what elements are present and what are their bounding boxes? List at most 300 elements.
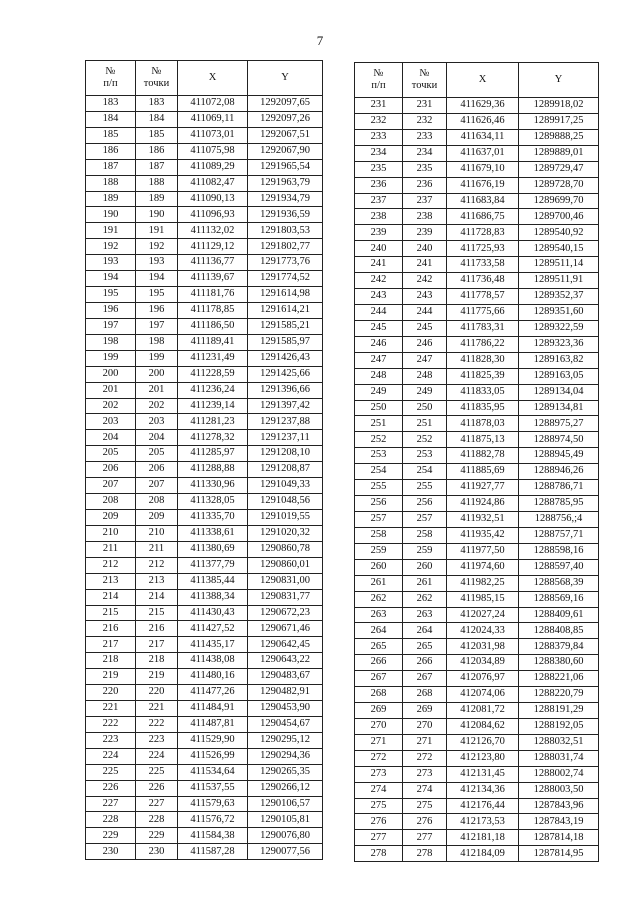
cell-x: 411932,51 [447,511,519,527]
cell-y: 1290482,91 [248,685,323,701]
cell-point-number: 242 [403,273,447,289]
table-row [86,685,323,701]
cell-x: 411186,50 [178,318,248,334]
cell-y: 1291936,59 [248,207,323,223]
cell-x: 412134,36 [447,782,519,798]
cell-y: 1290483,67 [248,669,323,685]
table-row [86,318,323,334]
table-row [355,655,599,671]
cell-point-number: 255 [403,480,447,496]
cell-point-number: 264 [403,623,447,639]
table-row [355,177,599,193]
cell-point-number: 252 [403,432,447,448]
cell-y: 1288946,26 [519,464,599,480]
cell-row-number: 239 [355,225,403,241]
cell-point-number: 236 [403,177,447,193]
cell-x: 411136,77 [178,255,248,271]
cell-point-number: 233 [403,129,447,145]
cell-row-number: 223 [86,732,136,748]
cell-y: 1291426,43 [248,350,323,366]
cell-row-number: 229 [86,828,136,844]
table-row [355,113,599,129]
cell-point-number: 225 [136,764,178,780]
table-row [355,464,599,480]
cell-x: 412176,44 [447,798,519,814]
cell-point-number: 263 [403,607,447,623]
cell-y: 1292067,90 [248,143,323,159]
cell-y: 1291585,21 [248,318,323,334]
cell-y: 1291425,66 [248,366,323,382]
cell-row-number: 209 [86,509,136,525]
cell-x: 411236,24 [178,382,248,398]
cell-y: 1290831,77 [248,589,323,605]
cell-y: 1289729,47 [519,161,599,177]
header-row-number: № п/п [86,61,136,96]
cell-y: 1288408,85 [519,623,599,639]
cell-x: 411480,16 [178,669,248,685]
cell-x: 411778,57 [447,289,519,305]
cell-x: 411775,66 [447,304,519,320]
cell-point-number: 246 [403,336,447,352]
table-row [355,687,599,703]
cell-row-number: 206 [86,462,136,478]
cell-x: 411328,05 [178,494,248,510]
cell-y: 1291965,54 [248,159,323,175]
table-row [86,159,323,175]
cell-x: 411178,85 [178,302,248,318]
cell-y: 1291614,98 [248,287,323,303]
cell-row-number: 225 [86,764,136,780]
cell-point-number: 195 [136,287,178,303]
table-row [86,111,323,127]
cell-x: 411435,17 [178,637,248,653]
table-row [355,289,599,305]
cell-x: 411132,02 [178,223,248,239]
cell-y: 1290453,90 [248,701,323,717]
cell-y: 1291803,53 [248,223,323,239]
cell-row-number: 252 [355,432,403,448]
cell-row-number: 245 [355,320,403,336]
cell-row-number: 244 [355,304,403,320]
cell-point-number: 201 [136,382,178,398]
cell-row-number: 236 [355,177,403,193]
cell-x: 411385,44 [178,573,248,589]
header-y: Y [248,61,323,96]
cell-row-number: 218 [86,653,136,669]
cell-x: 411736,48 [447,273,519,289]
table-row [355,384,599,400]
table-row [355,304,599,320]
cell-row-number: 228 [86,812,136,828]
cell-point-number: 256 [403,496,447,512]
table-row [86,525,323,541]
coordinates-table-right [354,62,599,862]
cell-x: 411835,95 [447,400,519,416]
table-row [86,653,323,669]
cell-y: 1290643,22 [248,653,323,669]
cell-row-number: 269 [355,703,403,719]
cell-y: 1288409,61 [519,607,599,623]
header-point-number: № точки [136,61,178,96]
cell-point-number: 186 [136,143,178,159]
cell-y: 1289918,02 [519,98,599,114]
cell-row-number: 195 [86,287,136,303]
cell-y: 1290671,46 [248,621,323,637]
cell-y: 1289134,04 [519,384,599,400]
cell-y: 1291048,56 [248,494,323,510]
cell-point-number: 275 [403,798,447,814]
cell-y: 1290860,78 [248,541,323,557]
table-header-row [86,61,323,96]
cell-row-number: 203 [86,414,136,430]
cell-point-number: 243 [403,289,447,305]
table-row [86,350,323,366]
cell-point-number: 234 [403,145,447,161]
table-row [355,703,599,719]
table-row [355,798,599,814]
cell-point-number: 262 [403,591,447,607]
cell-x: 411626,46 [447,113,519,129]
cell-x: 411129,12 [178,239,248,255]
cell-row-number: 188 [86,175,136,191]
cell-row-number: 202 [86,398,136,414]
table-row [355,320,599,336]
cell-row-number: 205 [86,446,136,462]
cell-x: 411584,38 [178,828,248,844]
cell-x: 412184,09 [447,846,519,862]
cell-y: 1287843,96 [519,798,599,814]
cell-point-number: 228 [136,812,178,828]
table-row [355,98,599,114]
cell-row-number: 224 [86,748,136,764]
cell-point-number: 259 [403,543,447,559]
cell-y: 1290642,45 [248,637,323,653]
cell-point-number: 223 [136,732,178,748]
cell-point-number: 260 [403,559,447,575]
table-row [355,750,599,766]
cell-y: 1289163,05 [519,368,599,384]
cell-x: 412123,80 [447,750,519,766]
cell-x: 411090,13 [178,191,248,207]
cell-x: 411634,11 [447,129,519,145]
cell-row-number: 212 [86,557,136,573]
cell-row-number: 194 [86,271,136,287]
table-row [355,161,599,177]
cell-row-number: 216 [86,621,136,637]
cell-y: 1288192,05 [519,718,599,734]
cell-row-number: 185 [86,127,136,143]
cell-x: 411935,42 [447,527,519,543]
cell-x: 411629,36 [447,98,519,114]
cell-x: 411388,34 [178,589,248,605]
cell-point-number: 197 [136,318,178,334]
cell-point-number: 261 [403,575,447,591]
cell-row-number: 247 [355,352,403,368]
header-x: X [447,63,519,98]
cell-x: 411882,78 [447,448,519,464]
cell-x: 411073,01 [178,127,248,143]
cell-point-number: 224 [136,748,178,764]
cell-point-number: 206 [136,462,178,478]
cell-y: 1291614,21 [248,302,323,318]
table-row [355,782,599,798]
cell-x: 412173,53 [447,814,519,830]
cell-point-number: 231 [403,98,447,114]
cell-x: 412027,24 [447,607,519,623]
cell-row-number: 189 [86,191,136,207]
cell-x: 411683,84 [447,193,519,209]
cell-y: 1288379,84 [519,639,599,655]
cell-y: 1288756,;4 [519,511,599,527]
cell-point-number: 237 [403,193,447,209]
cell-x: 411534,64 [178,764,248,780]
cell-x: 411231,49 [178,350,248,366]
cell-point-number: 189 [136,191,178,207]
cell-row-number: 214 [86,589,136,605]
cell-row-number: 255 [355,480,403,496]
cell-point-number: 240 [403,241,447,257]
cell-x: 411833,05 [447,384,519,400]
table-header-row [355,63,599,98]
table-row [355,766,599,782]
cell-row-number: 262 [355,591,403,607]
cell-x: 411725,93 [447,241,519,257]
cell-x: 411875,13 [447,432,519,448]
cell-y: 1291934,79 [248,191,323,207]
cell-y: 1288380,60 [519,655,599,671]
cell-y: 1288002,74 [519,766,599,782]
cell-x: 411338,61 [178,525,248,541]
cell-point-number: 227 [136,796,178,812]
cell-x: 411526,99 [178,748,248,764]
table-row [355,225,599,241]
cell-y: 1289511,91 [519,273,599,289]
cell-row-number: 246 [355,336,403,352]
cell-row-number: 263 [355,607,403,623]
table-row [355,575,599,591]
table-row [355,448,599,464]
cell-y: 1292097,26 [248,111,323,127]
cell-y: 1291237,11 [248,430,323,446]
cell-x: 411335,70 [178,509,248,525]
cell-row-number: 277 [355,830,403,846]
table-row [355,273,599,289]
cell-y: 1291585,97 [248,334,323,350]
cell-y: 1287814,95 [519,846,599,862]
cell-row-number: 226 [86,780,136,796]
cell-point-number: 185 [136,127,178,143]
table-row [86,287,323,303]
table-row [86,637,323,653]
cell-point-number: 229 [136,828,178,844]
cell-x: 411974,60 [447,559,519,575]
table-row [86,764,323,780]
table-row [86,462,323,478]
cell-row-number: 241 [355,257,403,273]
cell-x: 412076,97 [447,671,519,687]
cell-row-number: 257 [355,511,403,527]
cell-x: 412131,45 [447,766,519,782]
cell-row-number: 211 [86,541,136,557]
cell-row-number: 213 [86,573,136,589]
cell-point-number: 184 [136,111,178,127]
cell-x: 411288,88 [178,462,248,478]
coordinates-table-left [85,60,323,860]
cell-y: 1291208,10 [248,446,323,462]
cell-point-number: 241 [403,257,447,273]
cell-point-number: 239 [403,225,447,241]
cell-row-number: 183 [86,96,136,112]
table-row [355,639,599,655]
table-row [86,844,323,860]
cell-row-number: 276 [355,814,403,830]
cell-x: 411576,72 [178,812,248,828]
cell-row-number: 258 [355,527,403,543]
cell-row-number: 249 [355,384,403,400]
cell-row-number: 240 [355,241,403,257]
table-row [86,430,323,446]
cell-point-number: 267 [403,671,447,687]
cell-point-number: 207 [136,478,178,494]
cell-point-number: 209 [136,509,178,525]
cell-point-number: 187 [136,159,178,175]
cell-row-number: 271 [355,734,403,750]
cell-y: 1288191,29 [519,703,599,719]
cell-point-number: 204 [136,430,178,446]
cell-x: 411430,43 [178,605,248,621]
cell-y: 1290860,01 [248,557,323,573]
table-row [86,207,323,223]
cell-y: 1290831,00 [248,573,323,589]
cell-row-number: 264 [355,623,403,639]
table-row [355,814,599,830]
cell-point-number: 249 [403,384,447,400]
cell-y: 1289511,14 [519,257,599,273]
cell-point-number: 188 [136,175,178,191]
cell-x: 411438,08 [178,653,248,669]
cell-row-number: 186 [86,143,136,159]
cell-x: 411579,63 [178,796,248,812]
cell-point-number: 216 [136,621,178,637]
cell-y: 1290265,35 [248,764,323,780]
table-row [355,671,599,687]
cell-point-number: 257 [403,511,447,527]
cell-y: 1291237,88 [248,414,323,430]
cell-y: 1288974,50 [519,432,599,448]
cell-y: 1290106,57 [248,796,323,812]
cell-row-number: 275 [355,798,403,814]
cell-x: 411139,67 [178,271,248,287]
cell-point-number: 278 [403,846,447,862]
cell-y: 1289163,82 [519,352,599,368]
table-row [86,398,323,414]
cell-x: 411885,69 [447,464,519,480]
cell-y: 1290266,12 [248,780,323,796]
cell-point-number: 200 [136,366,178,382]
cell-x: 412126,70 [447,734,519,750]
table-row [86,748,323,764]
cell-y: 1289540,92 [519,225,599,241]
cell-x: 411686,75 [447,209,519,225]
cell-row-number: 265 [355,639,403,655]
cell-x: 411786,22 [447,336,519,352]
cell-y: 1288757,71 [519,527,599,543]
table-row [355,336,599,352]
cell-row-number: 196 [86,302,136,318]
table-row [355,129,599,145]
cell-point-number: 221 [136,701,178,717]
table-row [86,573,323,589]
table-row [86,796,323,812]
cell-point-number: 210 [136,525,178,541]
table-row [355,400,599,416]
cell-point-number: 250 [403,400,447,416]
cell-y: 1291774,52 [248,271,323,287]
cell-point-number: 198 [136,334,178,350]
table-row [86,589,323,605]
cell-y: 1291049,33 [248,478,323,494]
table-row [355,496,599,512]
cell-row-number: 237 [355,193,403,209]
cell-row-number: 278 [355,846,403,862]
cell-x: 411587,28 [178,844,248,860]
cell-x: 411281,23 [178,414,248,430]
table-row [86,509,323,525]
table-row [355,591,599,607]
cell-row-number: 208 [86,494,136,510]
cell-y: 1287814,18 [519,830,599,846]
table-row [86,175,323,191]
cell-x: 411679,10 [447,161,519,177]
cell-x: 411377,79 [178,557,248,573]
cell-x: 411096,93 [178,207,248,223]
table-row [355,432,599,448]
table-row [86,557,323,573]
table-row [86,382,323,398]
cell-point-number: 183 [136,96,178,112]
cell-row-number: 268 [355,687,403,703]
header-y: Y [519,63,599,98]
table-row [86,223,323,239]
cell-point-number: 276 [403,814,447,830]
cell-point-number: 258 [403,527,447,543]
table-row [355,257,599,273]
cell-point-number: 247 [403,352,447,368]
table-row [86,494,323,510]
cell-y: 1291397,42 [248,398,323,414]
cell-point-number: 222 [136,716,178,732]
cell-row-number: 219 [86,669,136,685]
cell-point-number: 218 [136,653,178,669]
cell-x: 411825,39 [447,368,519,384]
table-row [86,621,323,637]
cell-y: 1290454,67 [248,716,323,732]
cell-y: 1288975,27 [519,416,599,432]
cell-row-number: 266 [355,655,403,671]
cell-row-number: 204 [86,430,136,446]
cell-point-number: 277 [403,830,447,846]
table-row [355,352,599,368]
cell-row-number: 201 [86,382,136,398]
cell-row-number: 259 [355,543,403,559]
cell-x: 411089,29 [178,159,248,175]
table-row [86,271,323,287]
cell-y: 1289917,25 [519,113,599,129]
cell-y: 1289134,81 [519,400,599,416]
cell-y: 1292067,51 [248,127,323,143]
table-row [355,209,599,225]
cell-x: 411477,26 [178,685,248,701]
